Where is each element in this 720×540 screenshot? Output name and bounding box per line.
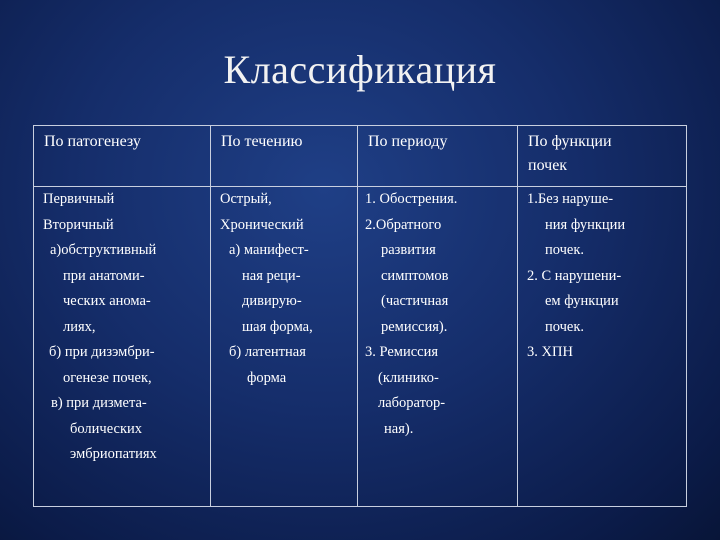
cell-line: 1. Обострения. xyxy=(365,191,458,207)
cell-line: развития xyxy=(381,242,436,258)
cell-line: 2.Обратного xyxy=(365,216,442,233)
cell-line: форма xyxy=(247,369,287,386)
header-line: почек xyxy=(528,157,568,174)
cell-line: Хронический xyxy=(220,216,304,233)
cell-line: ная реци- xyxy=(242,267,301,284)
header-line: По функции xyxy=(528,133,612,150)
cell-line: б) латентная xyxy=(229,344,306,360)
header-cell-period xyxy=(358,126,518,187)
header-cell-pathogenesis xyxy=(34,126,211,187)
cell-line: при анатоми- xyxy=(63,267,145,284)
cell-line: почек. xyxy=(545,318,585,335)
cell-line: эмбриопатиях xyxy=(70,446,157,462)
cell-line: в) при дизмета- xyxy=(51,395,147,411)
classification-table xyxy=(33,125,687,507)
header-cell-kidney-function xyxy=(518,126,687,187)
cell-line: (частичная xyxy=(381,293,449,309)
cell-line: почек. xyxy=(545,242,585,258)
cell-line: ная). xyxy=(384,420,414,437)
header-cell-course xyxy=(211,126,358,187)
header-label-period: По периоду xyxy=(368,133,448,150)
cell-line: дивирую- xyxy=(242,293,302,309)
cell-line: 1.Без наруше- xyxy=(527,191,614,207)
cell-period xyxy=(358,187,518,507)
cell-line: 3. ХПН xyxy=(527,344,573,360)
cell-line: б) при дизэмбри- xyxy=(49,344,155,360)
cell-line: ем функции xyxy=(545,293,619,309)
header-label-course: По течению xyxy=(221,133,303,150)
table-header-row xyxy=(34,126,687,187)
header-label-pathogenesis: По патогенезу xyxy=(44,133,141,150)
cell-line: а) манифест- xyxy=(229,242,309,258)
cell-line: шая форма, xyxy=(242,318,313,335)
cell-kidney-function xyxy=(518,187,687,507)
cell-line: лаборатор- xyxy=(378,395,446,411)
cell-line: (клинико- xyxy=(378,369,439,386)
slide-title: Классификация xyxy=(223,47,497,92)
header-label-kidney-function xyxy=(518,126,686,178)
cell-pathogenesis xyxy=(34,187,211,507)
cell-course xyxy=(211,187,358,507)
cell-line: Первичный xyxy=(43,191,115,207)
cell-line: ческих анома- xyxy=(63,293,151,309)
cell-line: а)обструктивный xyxy=(50,242,157,258)
cell-line: ния функции xyxy=(545,216,626,233)
cell-line: огенезе почек, xyxy=(63,369,152,386)
cell-line: болических xyxy=(70,420,143,437)
cell-line: ремиссия). xyxy=(381,318,448,335)
cell-line: 2. С нарушени- xyxy=(527,267,622,284)
cell-line: 3. Ремиссия xyxy=(365,344,439,360)
cell-line: лиях, xyxy=(63,318,96,335)
table-body-row xyxy=(34,187,687,507)
cell-line: Вторичный xyxy=(43,216,114,233)
cell-line: Острый, xyxy=(220,191,272,207)
cell-line: симптомов xyxy=(381,267,449,284)
